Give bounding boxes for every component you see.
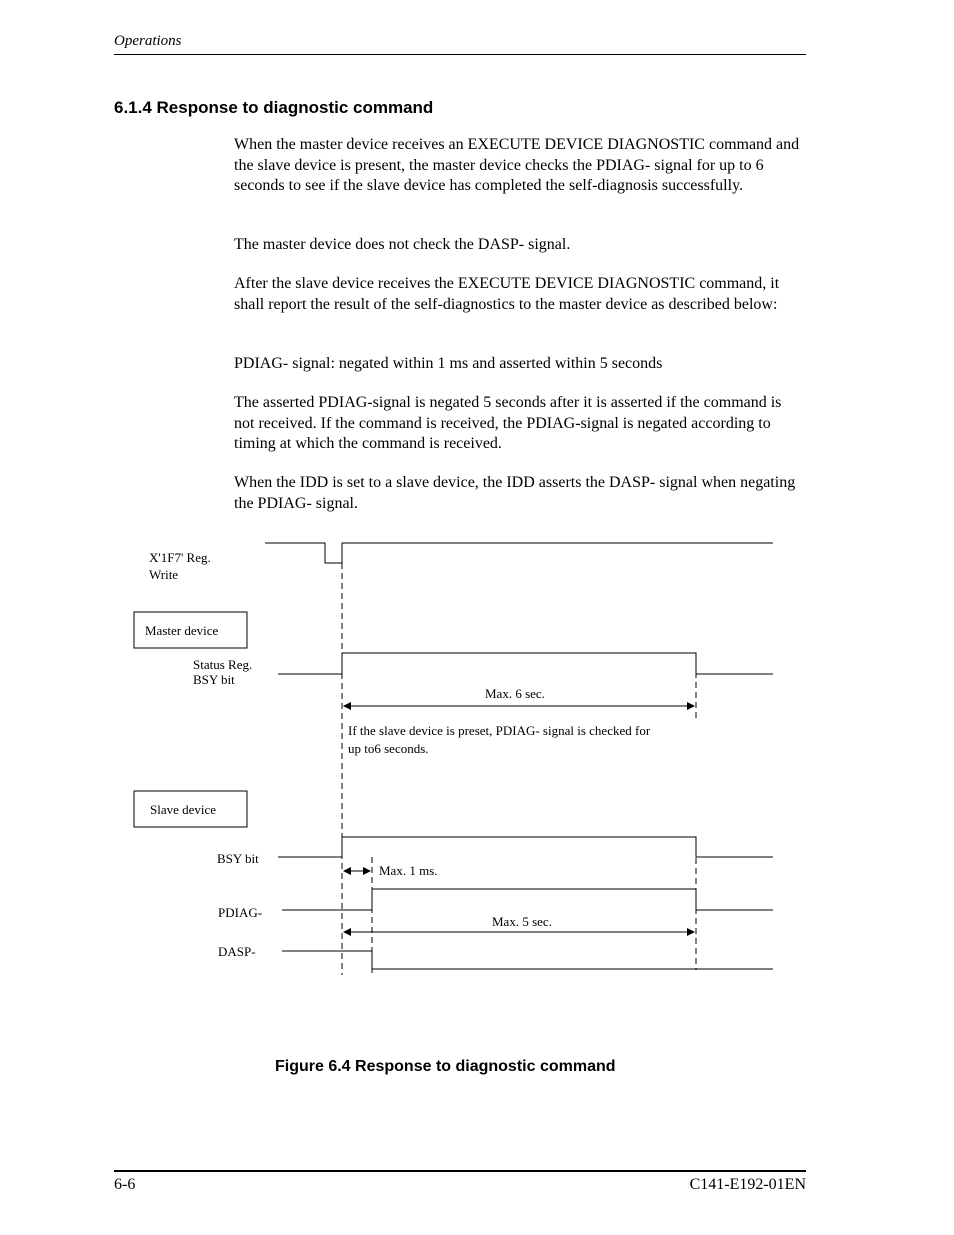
status-reg-label-line1: Status Reg. xyxy=(193,657,253,672)
reg-write-label-line2: Write xyxy=(149,567,179,582)
note-line1: If the slave device is preset, PDIAG- signal is checked for xyxy=(348,723,651,738)
section-title: 6.1.4 Response to diagnostic command xyxy=(114,98,434,117)
max-5-sec-label: Max. 5 sec. xyxy=(492,914,552,929)
max-6-sec-label: Max. 6 sec. xyxy=(485,686,545,701)
master-device-label: Master device xyxy=(145,623,219,638)
reg-write-label-line1: X'1F7' Reg. xyxy=(149,550,211,565)
paragraph-3: After the slave device receives the EXECUTE DEVICE DIAGNOSTIC command, it shall report the result of the self-diagnostics to the master device as described below: xyxy=(234,275,780,313)
running-header: Operations xyxy=(114,33,182,49)
max-1-ms-label: Max. 1 ms. xyxy=(379,863,438,878)
slave-device-label: Slave device xyxy=(150,802,217,817)
page-number: 6-6 xyxy=(114,1176,136,1193)
note-line2: up to6 seconds. xyxy=(348,741,429,756)
footer-rule xyxy=(114,1170,806,1172)
paragraph-5: The asserted PDIAG-signal is negated 5 seconds after it is asserted if the command is not received. If the command is received, the PDIAG-signal is negated according to timing at which the command is received. xyxy=(234,394,782,452)
paragraph-1: When the master device receives an EXECUTE DEVICE DIAGNOSTIC command and the slave device is present, the master device checks the PDIAG- signal for up to 6 seconds to see if the slave device has completed the self-diagnosis successfully. xyxy=(234,136,800,194)
status-reg-label-line2: BSY bit xyxy=(193,672,235,687)
slave-bsy-label: BSY bit xyxy=(217,851,259,866)
paragraph-4: PDIAG- signal: negated within 1 ms and asserted within 5 seconds xyxy=(234,355,663,372)
dasp-waveform xyxy=(282,951,773,969)
document-id: C141-E192-01EN xyxy=(689,1176,806,1193)
figure-caption: Figure 6.4 Response to diagnostic command xyxy=(275,1058,616,1075)
slave-bsy-waveform xyxy=(278,837,773,857)
paragraph-2: The master device does not check the DASP- signal. xyxy=(234,236,571,253)
paragraph-6: When the IDD is set to a slave device, the IDD asserts the DASP- signal when negating the PDIAG- signal. xyxy=(234,474,796,512)
dasp-label: DASP- xyxy=(218,944,256,959)
master-bsy-waveform xyxy=(278,653,773,674)
reg-write-waveform xyxy=(265,543,773,563)
pdiag-label: PDIAG- xyxy=(218,905,263,920)
pdiag-waveform xyxy=(282,889,773,910)
